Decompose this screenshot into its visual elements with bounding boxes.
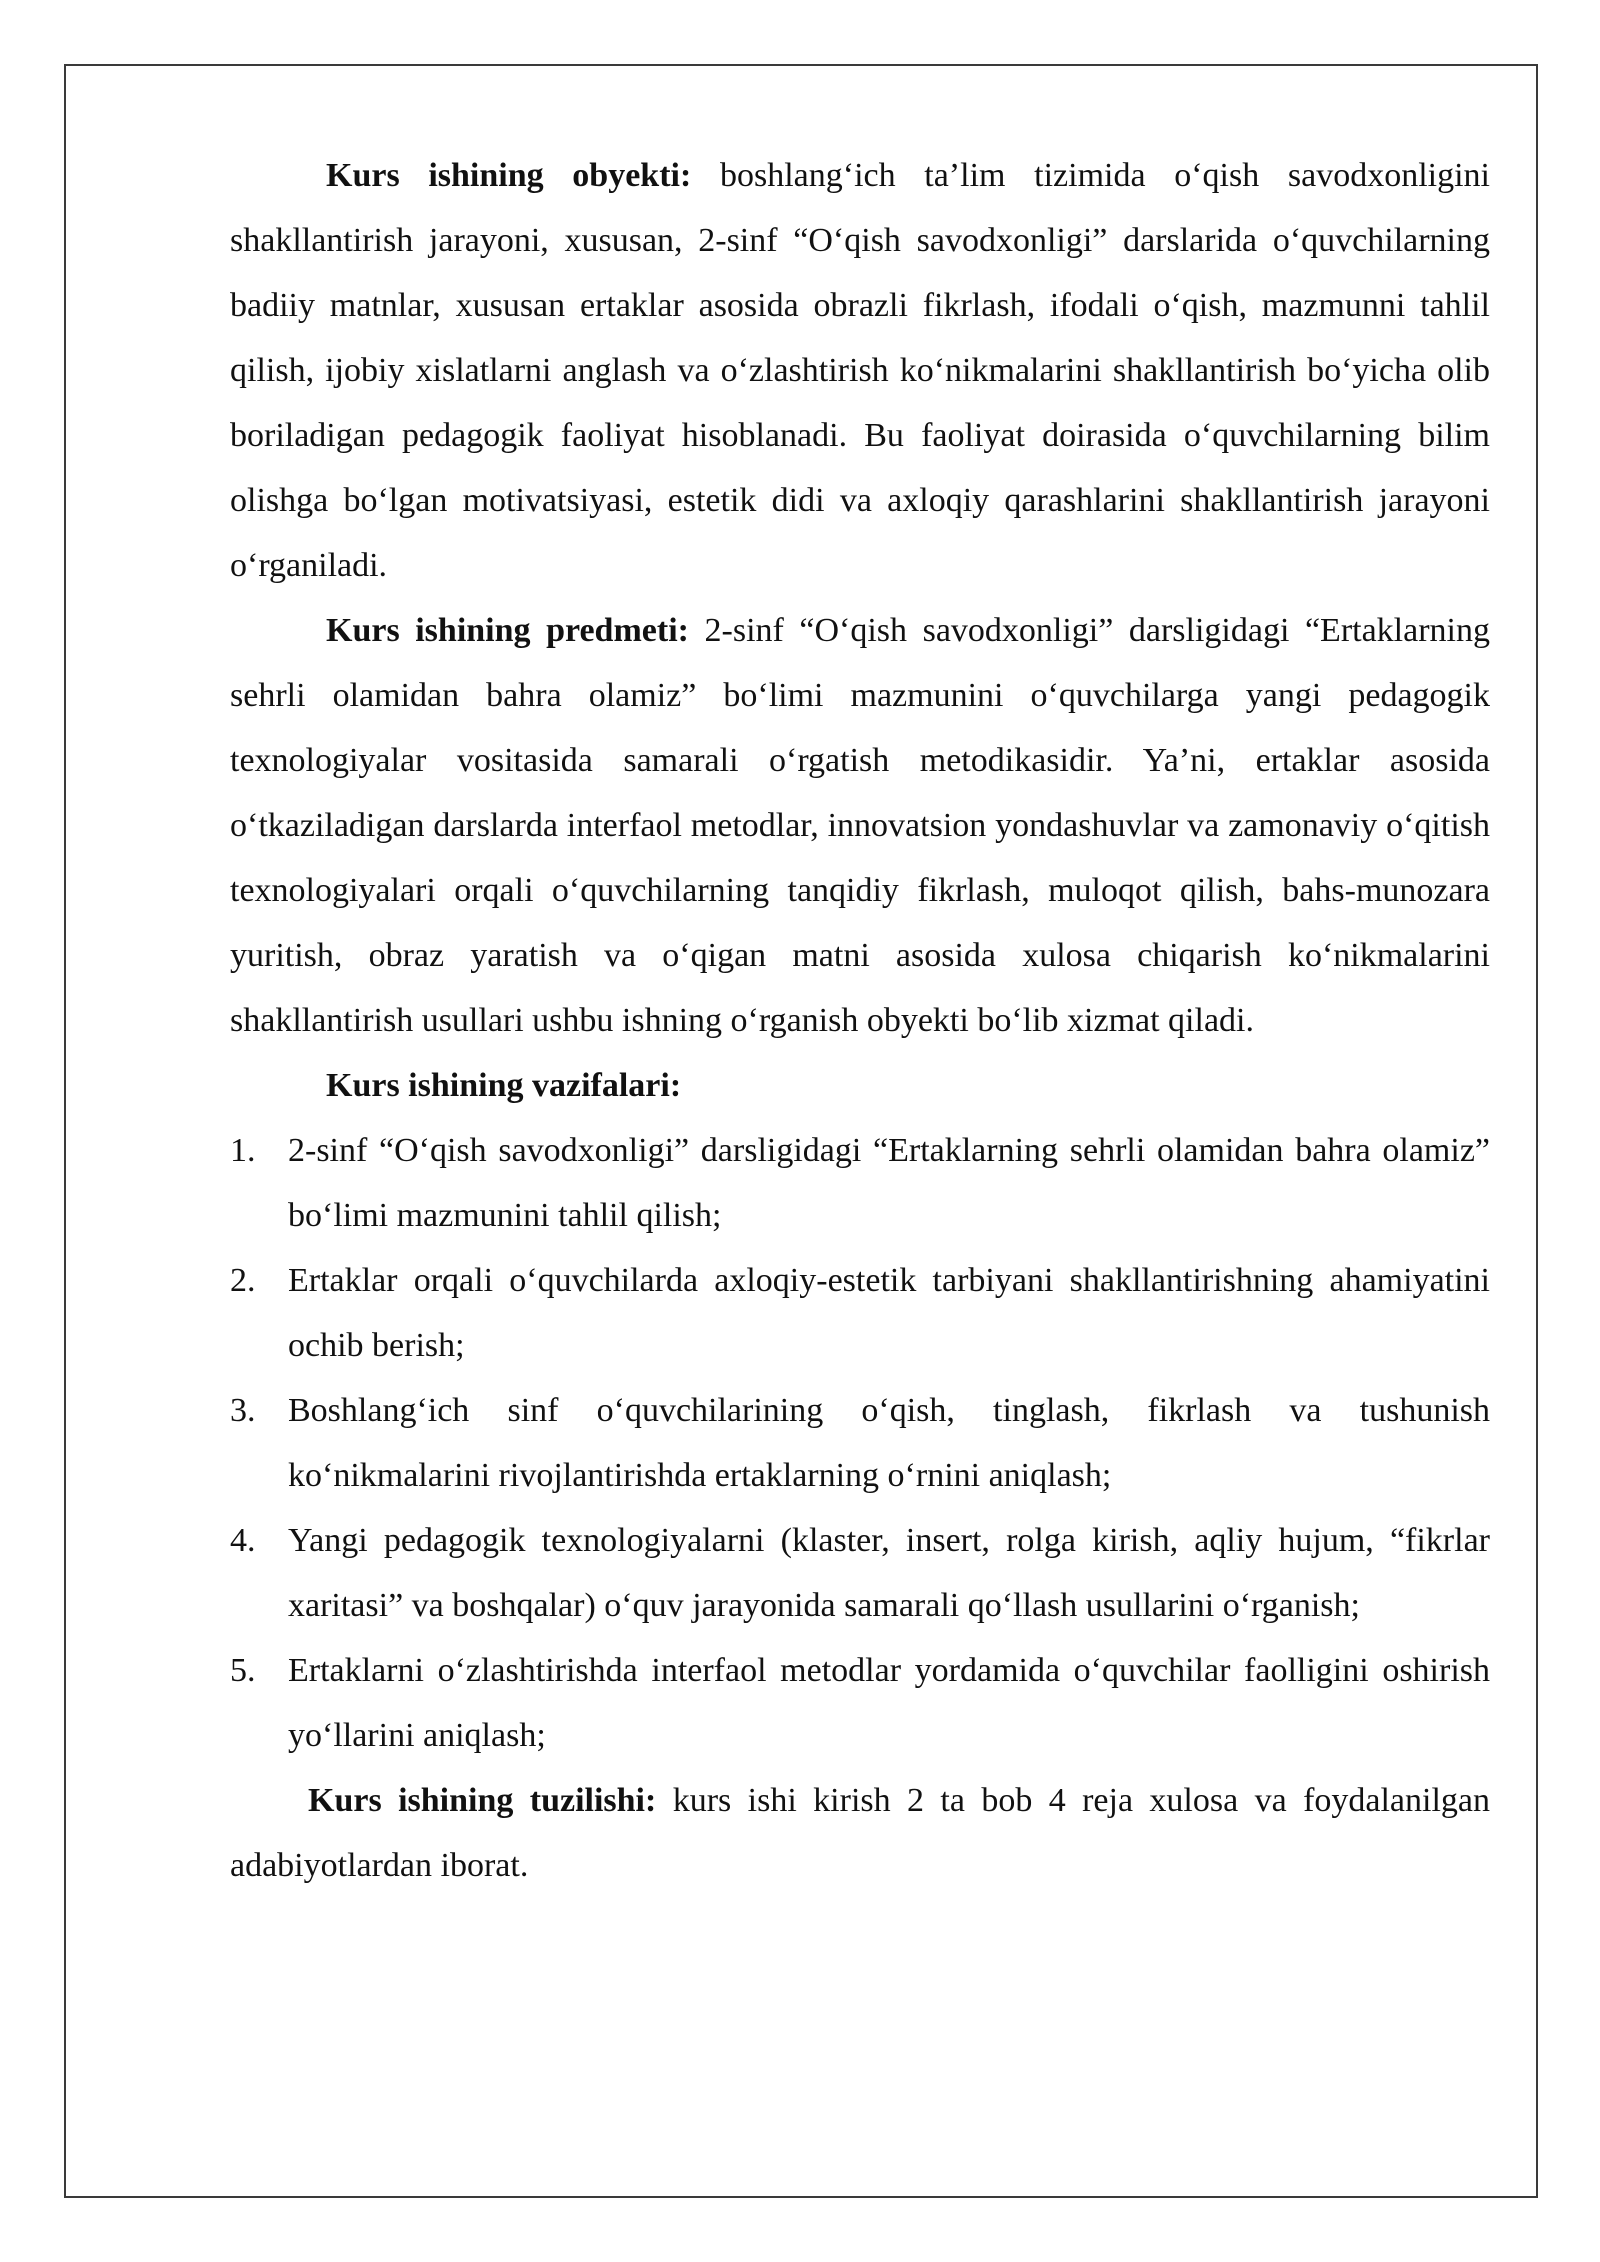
obyekt-label: Kurs ishining obyekti: (326, 157, 692, 194)
obyekt-text: boshlang‘ich ta’lim tizimida o‘qish savodxonligini shakllantirish jarayoni, xususan, 2-sinf “O‘qish savodxonligi” darslarida o‘quvchilarning badiiy matnlar, xususan ertaklar asosida obrazli fikrlash, ifodali o‘qish, mazmunni tahlil qilish, ijobiy xislatlarni anglash va o‘zlashtirish ko‘nikmalarini shakllantirish bo‘yicha olib boriladigan pedagogik faoliyat hisoblanadi. Bu faoliyat doirasida o‘quvchilarning bilim olishga bo‘lgan motivatsiyasi, estetik didi va axloqiy qarashlarini shakllantirish jarayoni o‘rganiladi. (230, 157, 1490, 584)
list-item-number: 4. (230, 1522, 256, 1559)
list-item-number: 2. (230, 1262, 256, 1299)
list-item (230, 1378, 1490, 1508)
document-body (230, 143, 1490, 1898)
list-item-number: 1. (230, 1132, 256, 1169)
list-item-text: Boshlang‘ich sinf o‘quvchilarining o‘qish, tinglash, fikrlash va tushunish ko‘nikmalarini rivojlantirishda ertaklarning o‘rnini aniqlash; (288, 1392, 1490, 1494)
tuzilishi-label: Kurs ishining tuzilishi: (308, 1782, 657, 1819)
list-item-text: Yangi pedagogik texnologiyalarni (klaster, insert, rolga kirish, aqliy hujum, “fikrlar xaritasi” va boshqalar) o‘quv jarayonida samarali qo‘llash usullarini o‘rganish; (288, 1522, 1490, 1624)
predmet-paragraph (230, 598, 1490, 1053)
list-item-text: Ertaklarni o‘zlashtirishda interfaol metodlar yordamida o‘quvchilar faolligini oshirish yo‘llarini aniqlash; (288, 1652, 1490, 1754)
list-item-text: Ertaklar orqali o‘quvchilarda axloqiy-estetik tarbiyani shakllantirishning ahamiyatini ochib berish; (288, 1262, 1490, 1364)
list-item-text: 2-sinf “O‘qish savodxonligi” darsligidagi “Ertaklarning sehrli olamidan bahra olamiz” bo‘limi mazmunini tahlil qilish; (288, 1132, 1490, 1234)
tuzilishi-paragraph (230, 1768, 1490, 1898)
list-item-number: 3. (230, 1392, 256, 1429)
tuzilishi-text: kurs ishi kirish 2 ta bob 4 reja xulosa va foydalanilgan adabiyotlardan iborat. (230, 1782, 1491, 1884)
obyekt-paragraph (230, 143, 1490, 598)
list-item (230, 1638, 1490, 1768)
vazifalar-heading: Kurs ishining vazifalari: (326, 1067, 682, 1104)
task-list (230, 1118, 1490, 1768)
list-item-number: 5. (230, 1652, 256, 1689)
predmet-label: Kurs ishining predmeti: (326, 612, 689, 649)
list-item (230, 1508, 1490, 1638)
list-item (230, 1248, 1490, 1378)
predmet-text: 2-sinf “O‘qish savodxonligi” darsligidagi “Ertaklarning sehrli olamidan bahra olamiz” bo‘limi mazmunini o‘quvchilarga yangi pedagogik texnologiyalar vositasida samarali o‘rgatish metodikasidir. Ya’ni, ertaklar asosida o‘tkaziladigan darslarda interfaol metodlar, innovatsion yondashuvlar va zamonaviy o‘qitish texnologiyalari orqali o‘quvchilarning tanqidiy fikrlash, muloqot qilish, bahs-munozara yuritish, obraz yaratish va o‘qigan matni asosida xulosa chiqarish ko‘nikmalarini shakllantirish usullari ushbu ishning o‘rganish obyekti bo‘lib xizmat qiladi. (230, 612, 1490, 1039)
list-item (230, 1118, 1490, 1248)
